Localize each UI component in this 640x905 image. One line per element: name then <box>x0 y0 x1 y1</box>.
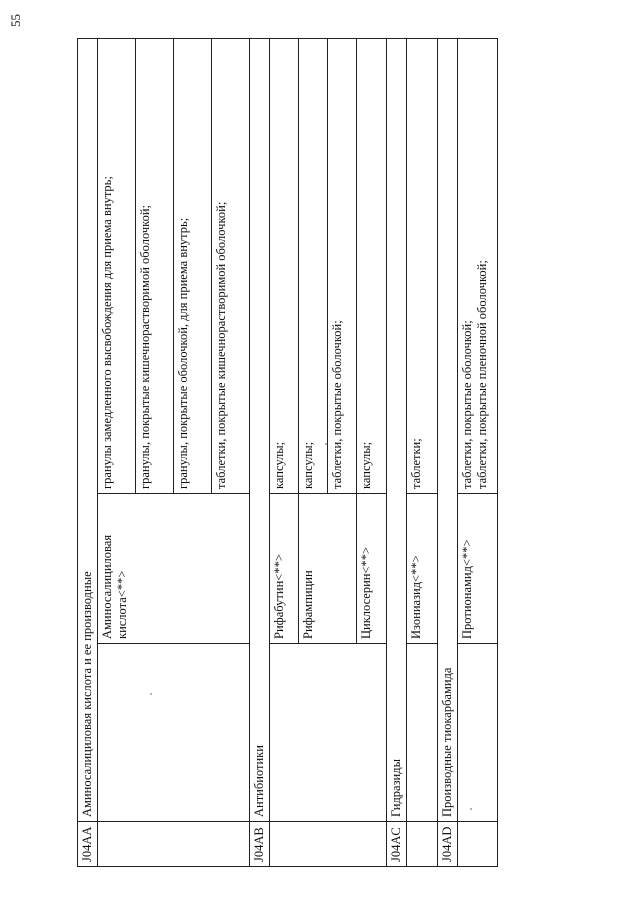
page-number: 55 <box>8 14 23 27</box>
dosage-form: таблетки, покрытые кишечнорастворимой оболочкой; <box>212 39 250 494</box>
dosage-form: таблетки, покрытые оболочкой; <box>328 39 357 494</box>
dosage-form: гранулы, покрытые кишечнорастворимой оболочкой; <box>136 39 174 494</box>
atc-code-cell <box>458 822 498 867</box>
atc-code: J04AA <box>78 822 98 867</box>
table-row <box>270 39 299 867</box>
drug-name: Протионамид<**> <box>458 494 498 644</box>
dosage-form: капсулы; <box>357 39 387 494</box>
group-title: Аминосалициловая кислота и ее производные <box>78 39 98 822</box>
empty-cell <box>299 644 357 822</box>
dosage-form: гранулы замедленного высвобождения для приема внутрь; <box>98 39 136 494</box>
drug-table <box>77 38 498 867</box>
atc-code-cell <box>407 822 438 867</box>
scan-speck <box>325 443 327 445</box>
group-title: Производные тиокарбамида <box>438 39 458 822</box>
table-row <box>357 39 387 867</box>
table-row <box>98 39 136 867</box>
dosage-form: таблетки, покрытые оболочкой; таблетки, покрытые пленочной оболочкой; <box>458 39 498 494</box>
atc-code-cell <box>299 822 357 867</box>
scan-speck <box>470 808 472 810</box>
atc-code-cell <box>270 822 299 867</box>
table-row <box>458 39 498 867</box>
dosage-form: гранулы, покрытые оболочкой, для приема внутрь; <box>174 39 212 494</box>
dosage-form: таблетки; <box>407 39 438 494</box>
drug-name: Изониазид<**> <box>407 494 438 644</box>
group-header-row <box>250 39 270 867</box>
group-header-row <box>387 39 407 867</box>
drug-name: Аминосалициловая кислота<**> <box>98 494 250 644</box>
empty-cell <box>458 644 498 822</box>
group-header-row <box>438 39 458 867</box>
drug-name: Рифабутин<**> <box>270 494 299 644</box>
dosage-form: капсулы; <box>299 39 328 494</box>
drug-name: Рифампицин <box>299 494 357 644</box>
dosage-form: капсулы; <box>270 39 299 494</box>
atc-code: J04AD <box>438 822 458 867</box>
empty-cell <box>98 644 250 822</box>
atc-code: J04AB <box>250 822 270 867</box>
empty-cell <box>357 644 387 822</box>
table-row <box>299 39 328 867</box>
drug-name: Циклосерин<**> <box>357 494 387 644</box>
atc-code: J04AC <box>387 822 407 867</box>
atc-code-cell <box>98 822 250 867</box>
scan-speck <box>150 693 152 695</box>
group-header-row <box>78 39 98 867</box>
group-title: Антибиотики <box>250 39 270 822</box>
atc-code-cell <box>357 822 387 867</box>
group-title: Гидразиды <box>387 39 407 822</box>
empty-cell <box>270 644 299 822</box>
table-row <box>407 39 438 867</box>
empty-cell <box>407 644 438 822</box>
